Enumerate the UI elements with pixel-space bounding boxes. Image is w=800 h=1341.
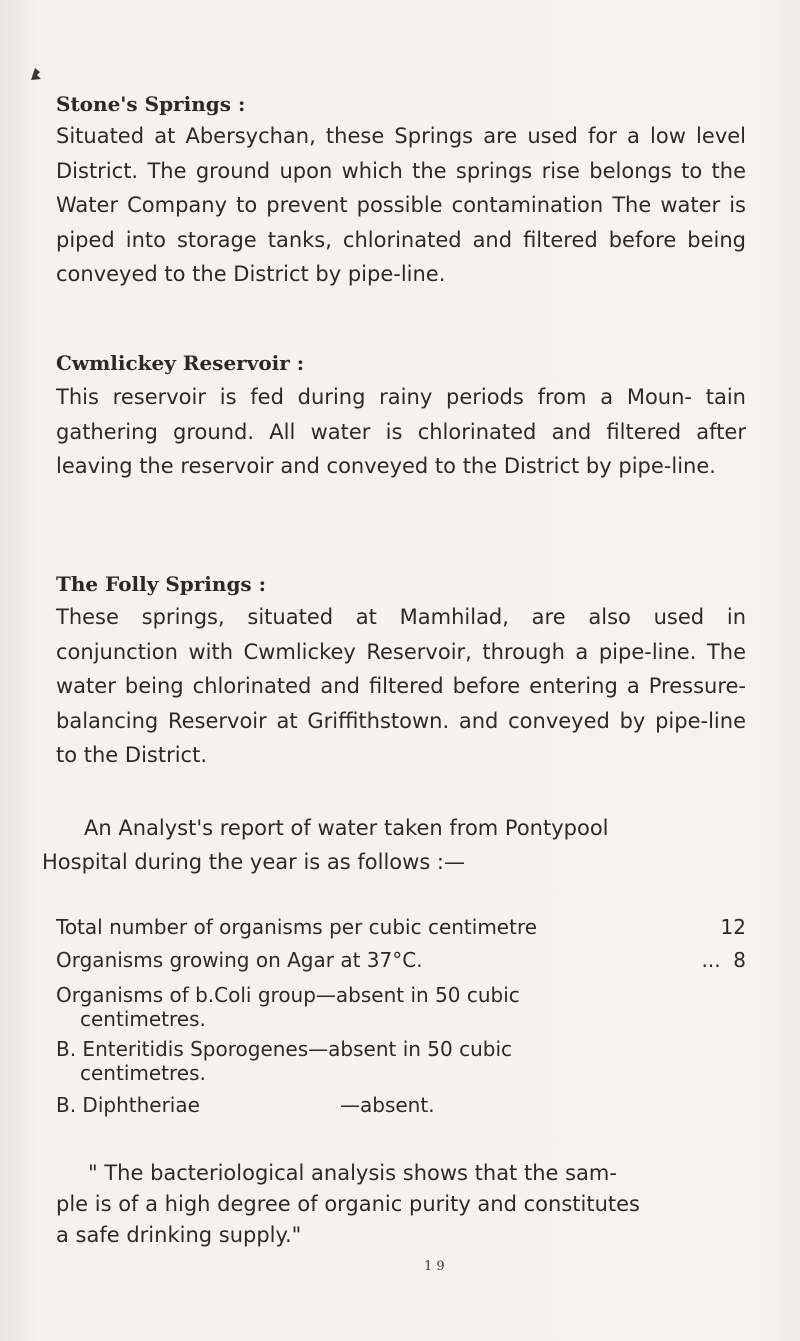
analysis-row-diphtheriae <box>56 1089 746 1122</box>
section-heading-stones-springs: Stone's Springs : <box>56 92 246 116</box>
intro-line-2: Hospital during the year is as follows :— <box>42 850 466 874</box>
section-heading-cwmlickey-reservoir: Cwmlickey Reservoir : <box>56 351 305 375</box>
analysis-label: B. Diphtheriae <box>56 1093 200 1117</box>
section-text-folly-springs: These springs, situated at Mamhilad, are also used in conjunction with Cwmlickey Reservoir, through a pipe-line. The water being chlorinated and filtered before entering a Pressure-balancing Reservoir at Griffithstown. and conveyed by pipe-line to the District. <box>56 605 746 768</box>
analysis-row-total <box>56 911 746 944</box>
analysis-row-agar <box>56 944 746 977</box>
analysis-line: B. Enteritidis Sporogenes—absent in 50 cubic <box>56 1037 513 1061</box>
analyst-report-intro <box>42 811 742 879</box>
analysis-label: Organisms growing on Agar at 37°C. <box>56 948 423 972</box>
section-text-cwmlickey-reservoir: This reservoir is fed during rainy periods from a Moun- tain gathering ground. All water is chlorinated and filtered after leaving the reservoir and conveyed to the District by pipe-line. <box>56 385 746 479</box>
analysis-value: 12 <box>720 915 746 939</box>
analysis-item-coli <box>56 983 746 1031</box>
analysis-conclusion-quote <box>56 1158 746 1251</box>
quote-line-1: " The bacteriological analysis shows that the sam- <box>88 1161 617 1185</box>
section-text-stones-springs: Situated at Abersychan, these Springs are used for a low level District. The ground upon which the springs rise belongs to the Water Company to prevent possible contamination The water is piped into storage tanks, chlorinated and filtered before being conveyed to the District by pipe-line. <box>56 124 746 287</box>
analysis-results <box>56 911 746 1122</box>
ink-blot-mark <box>28 66 44 82</box>
analysis-line-continued: centimetres. <box>80 1007 206 1031</box>
analysis-label: Total number of organisms per cubic centimetre <box>56 915 538 939</box>
analysis-value: —absent. <box>340 1093 435 1117</box>
analysis-value: ... 8 <box>701 948 746 972</box>
intro-line-1: An Analyst's report of water taken from Pontypool <box>84 816 609 840</box>
quote-line-2: ple is of a high degree of organic purity and constitutes <box>56 1192 640 1216</box>
analysis-line-continued: centimetres. <box>80 1061 206 1085</box>
quote-line-3: a safe drinking supply." <box>56 1223 302 1247</box>
analysis-line: Organisms of b.Coli group—absent in 50 cubic <box>56 983 520 1007</box>
page-number: 1 9 <box>424 1259 445 1274</box>
section-heading-folly-springs: The Folly Springs : <box>56 572 267 596</box>
analysis-item-enteritidis <box>56 1037 746 1085</box>
